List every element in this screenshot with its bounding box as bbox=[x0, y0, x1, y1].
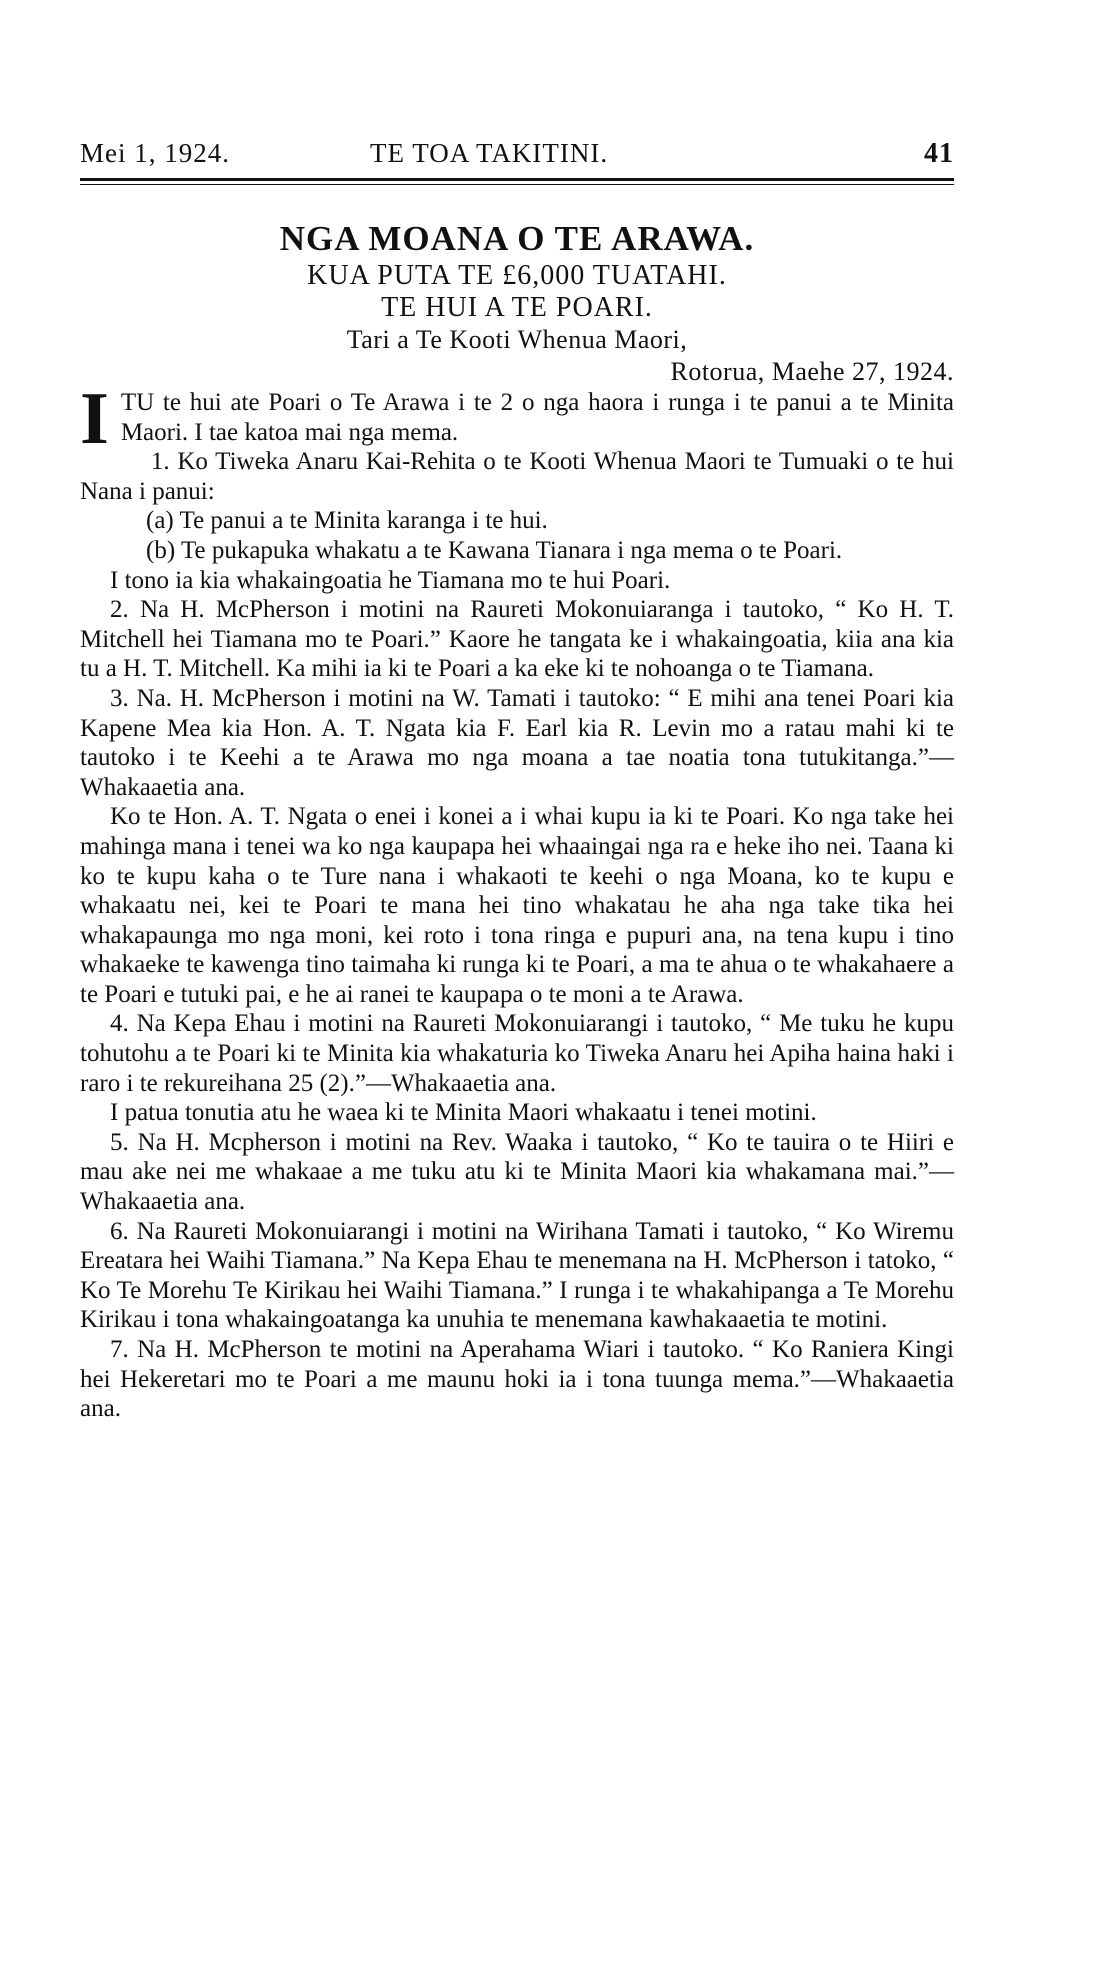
paragraph-4: 4. Na Kepa Ehau i motini na Raureti Mokonuiarangi i tautoko, “ Me tuku he kupu tohutohu a te Poari ki te Minita kia whakaturia ko Tiweka Anaru hei Apiha haina haki i raro i te rekureihana 25 (2).”—Whakaaetia ana. bbox=[80, 1010, 954, 1097]
paragraph-1-end: I tono ia kia whakaingoatia he Tiamana mo te hui Poari. bbox=[110, 566, 671, 594]
header-rule-thin bbox=[80, 184, 954, 185]
article-title: NGA MOANA O TE ARAWA. bbox=[279, 219, 755, 258]
paragraph-5: 5. Na H. Mcpherson i motini na Rev. Waaka i tautoko, “ Ko te tauira o te Hiiri e mau ake nei me whakaae a me tuku atu ki te Minita Maori kia whakamana mai.”—Whakaaetia ana. bbox=[80, 1128, 954, 1216]
page-number: 41 bbox=[924, 138, 954, 169]
dateline-date: Rotorua, Maehe 27, 1924. bbox=[670, 357, 954, 386]
article-body bbox=[80, 378, 954, 1424]
paragraph-7: 7. Na H. McPherson te motini na Aperahama Wiari i tautoko. “ Ko Raniera Kingi hei Hekeretari mo te Poari a me maunu hoki ia i tona tuunga mema.”—Whakaaetia ana. bbox=[80, 1336, 954, 1423]
publication-title: TE TOA TAKITINI. bbox=[370, 138, 609, 168]
article-subtitle: KUA PUTA TE £6,000 TUATAHI. bbox=[307, 260, 727, 291]
issue-date: Mei 1, 1924. bbox=[80, 138, 230, 168]
article-subheading: TE HUI A TE POARI. bbox=[381, 292, 653, 323]
article bbox=[80, 218, 954, 1424]
dateline-place: Tari a Te Kooti Whenua Maori, bbox=[346, 325, 688, 354]
opening-text: TU te hui ate Poari o Te Arawa i te 2 o nga haora i runga i te panui a te Minita Maori. I tae katoa mai nga mema. bbox=[120, 389, 954, 446]
paragraph-3: 3. Na. H. McPherson i motini na W. Tamati i tautoko: “ E mihi ana tenei Poari kia Kapene Mea kia Hon. A. T. Ngata kia F. Earl kia R. Levin mo a ratau mahi ki te tautoko i te Keehi a te Arawa mo nga moana a tae noatia tona tutukitanga.”—Whakaaetia ana. bbox=[80, 684, 954, 801]
paragraph-3b: Ko te Hon. A. T. Ngata o enei i konei a i whai kupu ia ki te Poari. Ko nga take hei mahinga mana i tenei wa ko nga kaupapa hei whaaingai nga ra e heke iho nei. Taana ki ko te kupu kaha o te Ture nana i whakaoti te keehi o nga Moana, ko te kupu e whakaatu nei, kei te Poari te mana hei tino whakatau he aha nga take tika hei whakapaunga mo nga moni, kei roto i tona ringa e pupuri ana, na tena kupu i tino whakaeke te kawenga tino taimaha ki runga ki te Poari, a ma te ahua o te whakahaere a te Poari e tutuki pai, e he ai ranei te kaupapa o te moni a te Arawa. bbox=[80, 803, 954, 1008]
drop-cap: I bbox=[80, 378, 109, 460]
list-item-a: (a) Te panui a te Minita karanga i te hui. bbox=[146, 507, 548, 535]
paragraph-1: 1. Ko Tiweka Anaru Kai-Rehita o te Kooti Whenua Maori te Tumuaki o te hui Nana i panui: bbox=[80, 448, 954, 505]
running-head bbox=[80, 138, 954, 178]
list-item-b: (b) Te pukapuka whakatu a te Kawana Tianara i nga mema o te Poari. bbox=[146, 536, 843, 564]
opening-paragraph bbox=[80, 378, 954, 460]
header-rule bbox=[80, 178, 954, 181]
paragraph-4b: I patua tonutia atu he waea ki te Minita Maori whakaatu i tenei motini. bbox=[110, 1099, 817, 1127]
paragraph-6: 6. Na Raureti Mokonuiarangi i motini na Wirihana Tamati i tautoko, “ Ko Wiremu Ereatara hei Waihi Tiamana.” Na Kepa Ehau te menemana na H. McPherson i tatoko, “ Ko Te Morehu Te Kirikau hei Waihi Tiamana.” I runga i te whakahipanga a Te Morehu Kirikau i tona whakaingoatanga ka unuhia te menemana kawhakaaetia te motini. bbox=[80, 1217, 954, 1334]
paragraph-2: 2. Na H. McPherson i motini na Raureti Mokonuiaranga i tautoko, “ Ko H. T. Mitchell hei Tiamana mo te Poari.” Kaore he tangata ke i whakaingoatia, kiia ana kia tu a H. T. Mitchell. Ka mihi ia ki te Poari a ka eke ki te nohoanga o te Tiamana. bbox=[80, 596, 954, 683]
